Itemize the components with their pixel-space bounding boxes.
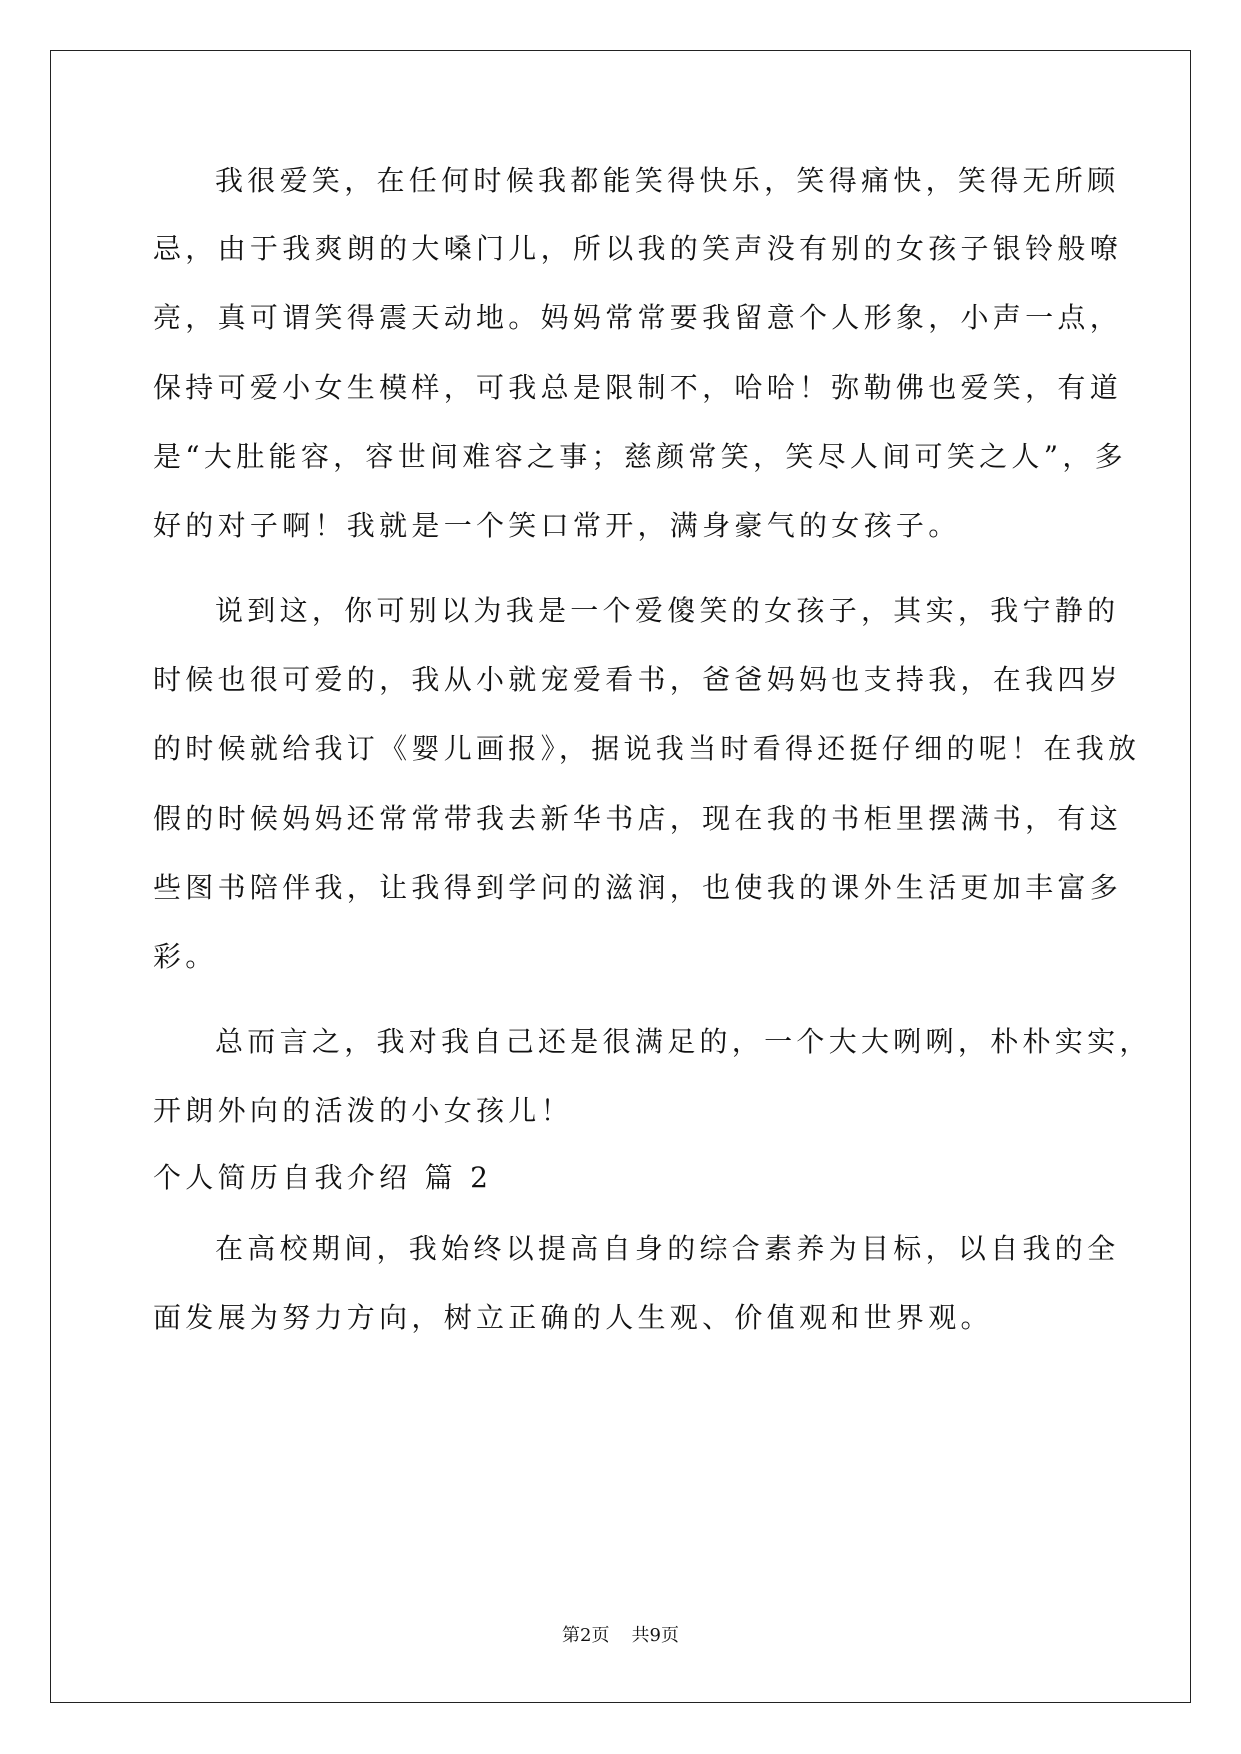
- text-line: 是“大肚能容，容世间难容之事；慈颜常笑，笑尽人间可笑之人”，多: [153, 440, 1127, 473]
- text-line: 在高校期间，我始终以提高自身的综合素养为目标，以自我的全: [215, 1232, 1120, 1265]
- page-total: 共9页: [631, 1625, 679, 1646]
- text-line: 面发展为努力方向，树立正确的人生观、价值观和世界观。: [153, 1301, 993, 1334]
- text-line: 忌，由于我爽朗的大嗓门儿，所以我的笑声没有别的女孩子银铃般嘹: [153, 232, 1123, 265]
- text-line: 保持可爱小女生模样，可我总是限制不，哈哈！弥勒佛也爱笑，有道: [153, 371, 1123, 404]
- text-line: 假的时候妈妈还常常带我去新华书店，现在我的书柜里摆满书，有这: [153, 802, 1123, 835]
- text-line: 开朗外向的活泼的小女孩儿！: [153, 1094, 573, 1127]
- text-line: 总而言之，我对我自己还是很满足的，一个大大咧咧，朴朴实实，: [215, 1025, 1152, 1058]
- text-line: 说到这，你可别以为我是一个爱傻笑的女孩子，其实，我宁静的: [215, 594, 1120, 627]
- text-line: 的时候就给我订《婴儿画报》，据说我当时看得还挺仔细的呢！在我放: [153, 732, 1141, 765]
- text-line: 好的对子啊！我就是一个笑口常开，满身豪气的女孩子。: [153, 509, 961, 542]
- text-line: 我很爱笑，在任何时候我都能笑得快乐，笑得痛快，笑得无所顾: [215, 164, 1120, 197]
- text-line: 时候也很可爱的，我从小就宠爱看书，爸爸妈妈也支持我，在我四岁: [153, 663, 1123, 696]
- page-footer: [0, 1625, 1241, 1647]
- text-line: 亮，真可谓笑得震天动地。妈妈常常要我留意个人形象，小声一点，: [153, 301, 1123, 334]
- text-line: 彩。: [153, 940, 218, 973]
- section-heading: 个人简历自我介绍 篇 2: [153, 1161, 493, 1194]
- text-line: 些图书陪伴我，让我得到学问的滋润，也使我的课外生活更加丰富多: [153, 871, 1123, 904]
- page-number: 第2页: [562, 1625, 610, 1646]
